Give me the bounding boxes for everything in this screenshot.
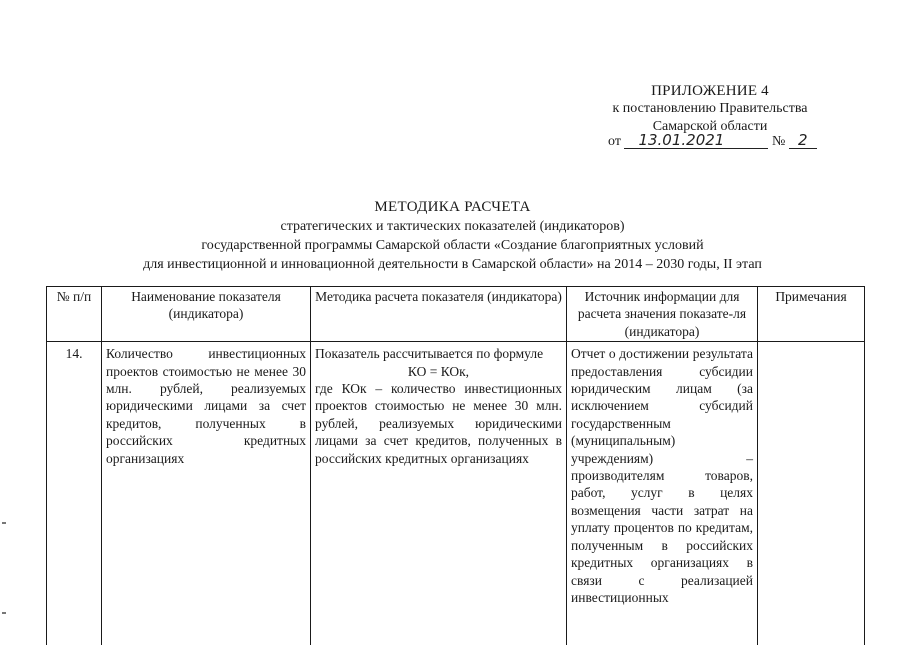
date-prefix: от: [608, 134, 621, 149]
handwritten-date: 13.01.2021: [624, 132, 768, 149]
header-notes: Примечания: [758, 287, 865, 342]
cell-name: Количество инвестиционных проектов стоимостью не менее 30 млн. рублей, реализуемых юридическими лицами за счет кредитов, полученных в российских кредитных организациях: [102, 342, 311, 645]
appendix-date-line: [608, 132, 817, 151]
scan-margin-mark: [2, 612, 6, 614]
cell-notes: [758, 342, 865, 645]
appendix-number: ПРИЛОЖЕНИЕ 4: [651, 83, 769, 99]
table-row: [47, 342, 865, 645]
header-source: Источник информации для расчета значения показате-ля (индикатора): [567, 287, 758, 342]
indicators-table: [46, 286, 865, 645]
document-title: МЕТОДИКА РАСЧЕТА: [374, 199, 531, 215]
number-prefix: №: [771, 134, 786, 149]
table-header-row: [47, 287, 865, 342]
cell-num: 14.: [47, 342, 102, 645]
title-block: [40, 198, 865, 274]
header-name: Наименование показателя (индикатора): [102, 287, 311, 342]
cell-source: Отчет о достижении результата предоставления субсидии юридическим лицам (за исключением субсидий государственным (муниципальным) учреждениям) – производителям товаров, работ, услуг в целях возмещения части затрат на уплату процентов по кредитам, полученным в российских кредитных организациях в связи с реализацией инвестиционных: [567, 342, 758, 645]
method-intro: Показатель рассчитывается по формуле: [315, 346, 544, 362]
method-where: где КОк – количество инвестиционных проектов стоимостью не менее 30 млн. рублей, реализуемых юридическими лицами за счет кредитов, полученных в российских кредитных организациях: [315, 381, 562, 466]
cell-method: [311, 342, 567, 645]
appendix-line-2: Самарской области: [652, 119, 768, 134]
title-line-3: для инвестиционной и инновационной деятельности в Самарской области» на 2014 – 2030 годы, II этап: [143, 257, 762, 272]
appendix-block: [560, 82, 860, 136]
header-method: Методика расчета показателя (индикатора): [311, 287, 567, 342]
title-line-2: государственной программы Самарской области «Создание благоприятных условий: [201, 238, 704, 253]
method-formula: КО = КОк,: [407, 363, 470, 379]
title-line-1: стратегических и тактических показателей (индикаторов): [280, 219, 625, 234]
scan-margin-mark: [2, 522, 6, 524]
appendix-line-1: к постановлению Правительства: [612, 101, 808, 116]
handwritten-number: 2: [789, 132, 817, 149]
header-num: № п/п: [47, 287, 102, 342]
